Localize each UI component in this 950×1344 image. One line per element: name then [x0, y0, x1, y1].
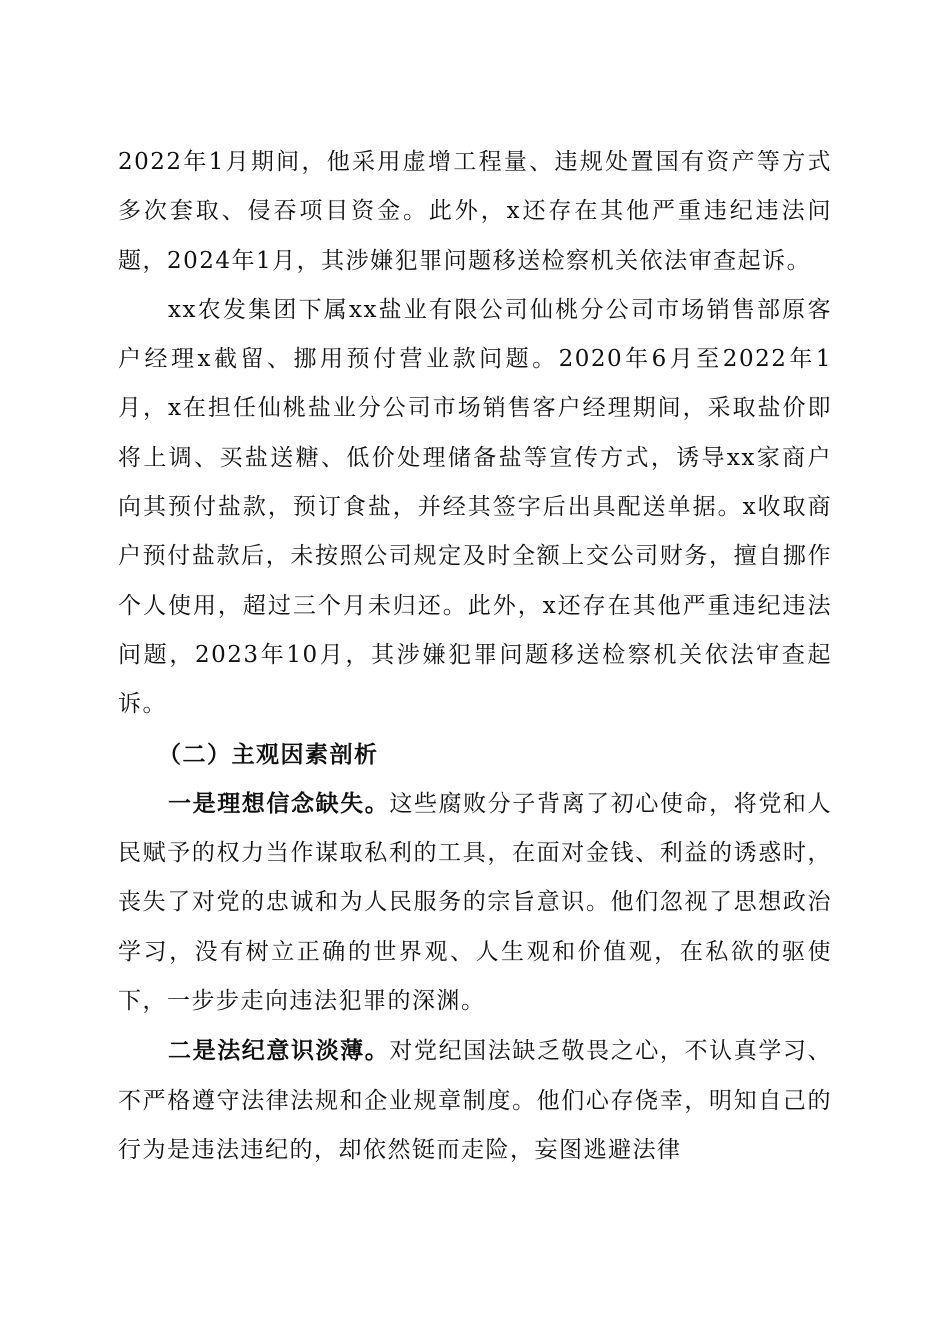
point-discipline-lead: 二是法纪意识淡薄。	[168, 1037, 390, 1065]
section-heading: （二）主观因素剖析	[158, 740, 379, 768]
paragraph-continued-case: 2022年1月期间，他采用虚增工程量、违规处置国有资产等方式多次套取、侵吞项目资金。此外，x还存在其他严重违纪违法问题，2024年1月，其涉嫌犯罪问题移送检察机关依法审查起诉。	[118, 149, 832, 274]
paragraph-salt-company-case: xx农发集团下属xx盐业有限公司仙桃分公司市场销售部原客户经理x截留、挪用预付营业款问题。2020年6月至2022年1月，x在担任仙桃盐业分公司市场销售客户经理期间，采取盐价即将上调、买盐送糖、低价处理储备盐等宣传方式，诱导xx家商户向其预付盐款，预订食盐，并经其签字后出具配送单据。x收取商户预付盐款后，未按照公司规定及时全额上交公司财务，擅自挪作个人使用，超过三个月未归还。此外，x还存在其他严重违纪违法问题，2023年10月，其涉嫌犯罪问题移送检察机关依法审查起诉。	[118, 296, 832, 718]
point-discipline-text: 对党纪国法缺乏敬畏之心，不认真学习、不严格遵守法律法规和企业规章制度。他们心存侥幸，明知自己的行为是违法违纪的，却依然铤而走险，妄图逃避法律	[118, 1038, 833, 1163]
point-ideals-lead: 一是理想信念缺失。	[168, 789, 390, 817]
point-discipline	[118, 1026, 832, 1175]
point-ideals	[118, 779, 832, 1026]
document-body	[118, 138, 832, 1175]
point-ideals-text: 这些腐败分子背离了初心使命，将党和人民赋予的权力当作谋取私利的工具，在面对金钱、利益的诱惑时，丧失了对党的忠诚和为人民服务的宗旨意识。他们忽视了思想政治学习，没有树立正确的世界观、人生观和价值观，在私欲的驱使下，一步步走向违法犯罪的深渊。	[118, 790, 833, 1015]
